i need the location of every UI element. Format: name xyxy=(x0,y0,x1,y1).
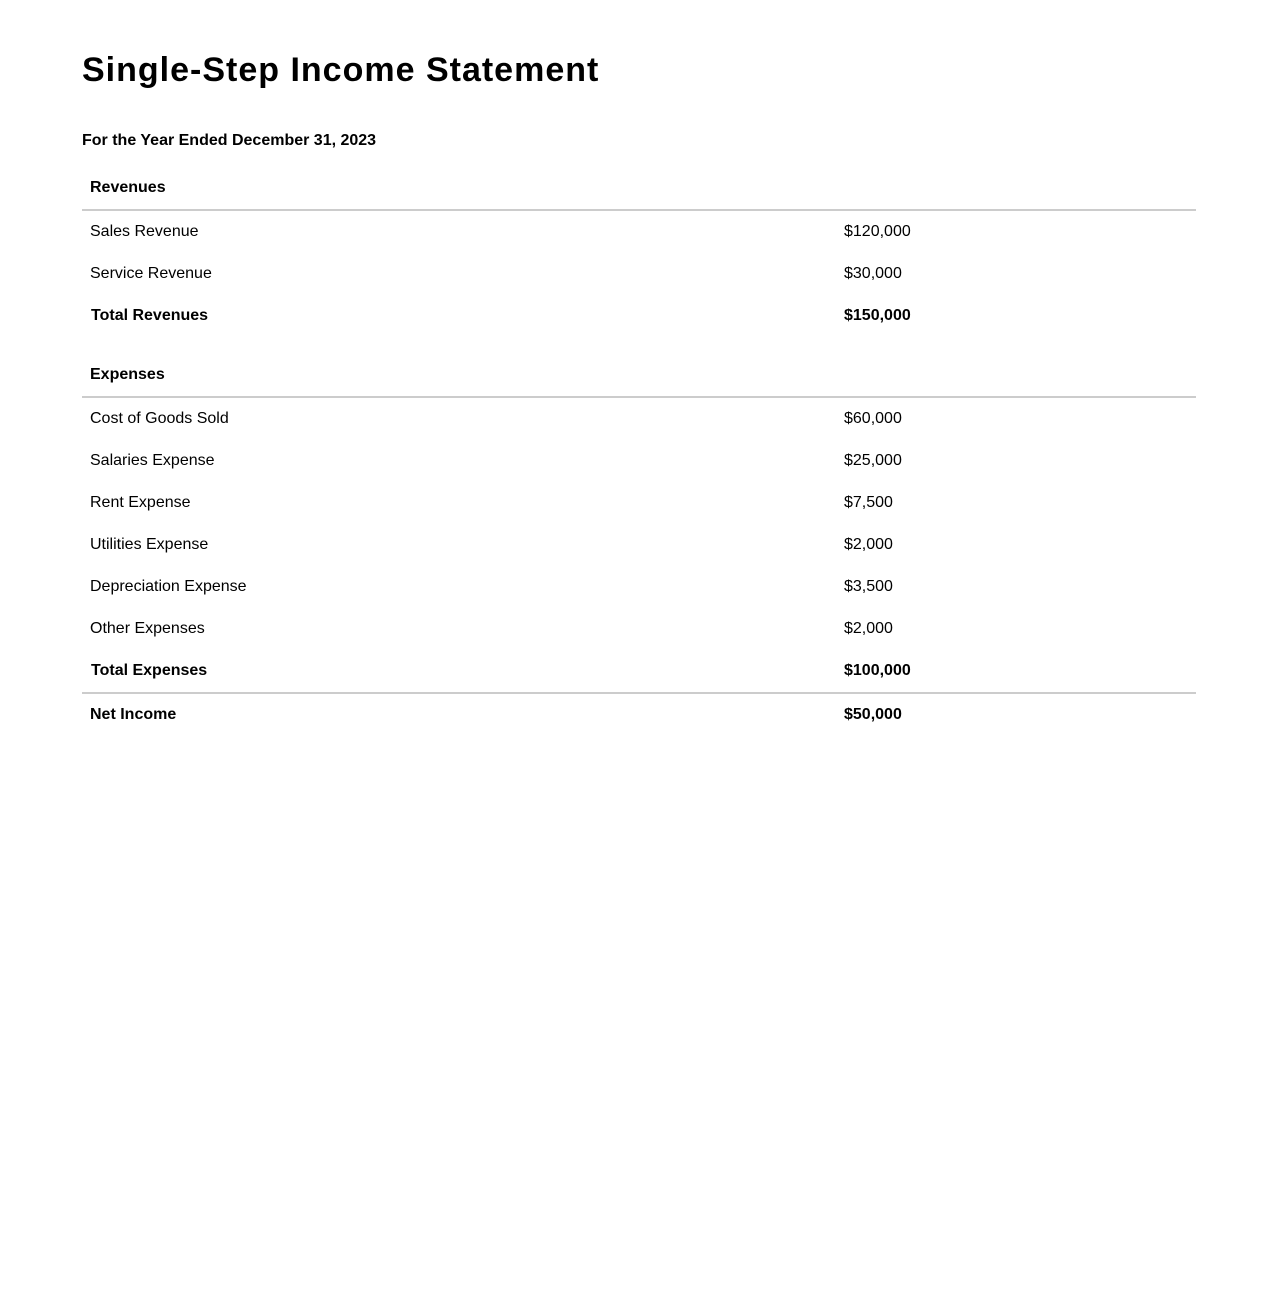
net-income-row xyxy=(82,693,1196,736)
table-row xyxy=(82,397,1196,440)
page-title: Single-Step Income Statement xyxy=(82,51,600,89)
line-item-label: Sales Revenue xyxy=(90,223,199,240)
table-row xyxy=(82,210,1196,253)
spacer xyxy=(82,337,1196,353)
line-item-label: Salaries Expense xyxy=(90,452,215,469)
income-statement-table xyxy=(82,166,1196,736)
line-item-amount: $3,500 xyxy=(844,578,893,595)
line-item-amount: $25,000 xyxy=(844,452,902,469)
net-income-amount: $50,000 xyxy=(844,706,902,723)
table-row xyxy=(82,608,1196,650)
line-item-label: Rent Expense xyxy=(90,494,191,511)
line-item-amount: $120,000 xyxy=(844,223,911,240)
line-item-label: Cost of Goods Sold xyxy=(90,410,229,427)
total-amount: $100,000 xyxy=(836,650,1196,693)
table-row xyxy=(82,253,1196,295)
total-amount: $150,000 xyxy=(844,307,911,324)
period-subtitle: For the Year Ended December 31, 2023 xyxy=(82,132,377,149)
total-label: Total Revenues xyxy=(91,307,209,324)
table-row xyxy=(82,524,1196,566)
total-revenues-row xyxy=(82,295,1196,337)
line-item-label: Depreciation Expense xyxy=(90,578,247,595)
line-item-amount: $7,500 xyxy=(844,494,893,511)
net-income-label: Net Income xyxy=(90,706,177,723)
total-label: Total Expenses xyxy=(82,650,836,693)
section-title: Revenues xyxy=(82,166,836,210)
line-item-amount: $2,000 xyxy=(844,620,893,637)
section-title: Expenses xyxy=(82,353,836,397)
line-item-amount: $2,000 xyxy=(844,536,893,553)
expenses-section-header xyxy=(82,353,1196,397)
line-item-label: Service Revenue xyxy=(90,265,212,282)
table-row xyxy=(82,440,1196,482)
total-expenses-row xyxy=(82,650,1196,693)
line-item-label: Other Expenses xyxy=(90,620,205,637)
line-item-label: Utilities Expense xyxy=(90,536,209,553)
line-item-amount: $60,000 xyxy=(844,410,902,427)
line-item-amount: $30,000 xyxy=(844,265,902,282)
table-row xyxy=(82,566,1196,608)
table-row xyxy=(82,482,1196,524)
revenues-section-header xyxy=(82,166,1196,210)
